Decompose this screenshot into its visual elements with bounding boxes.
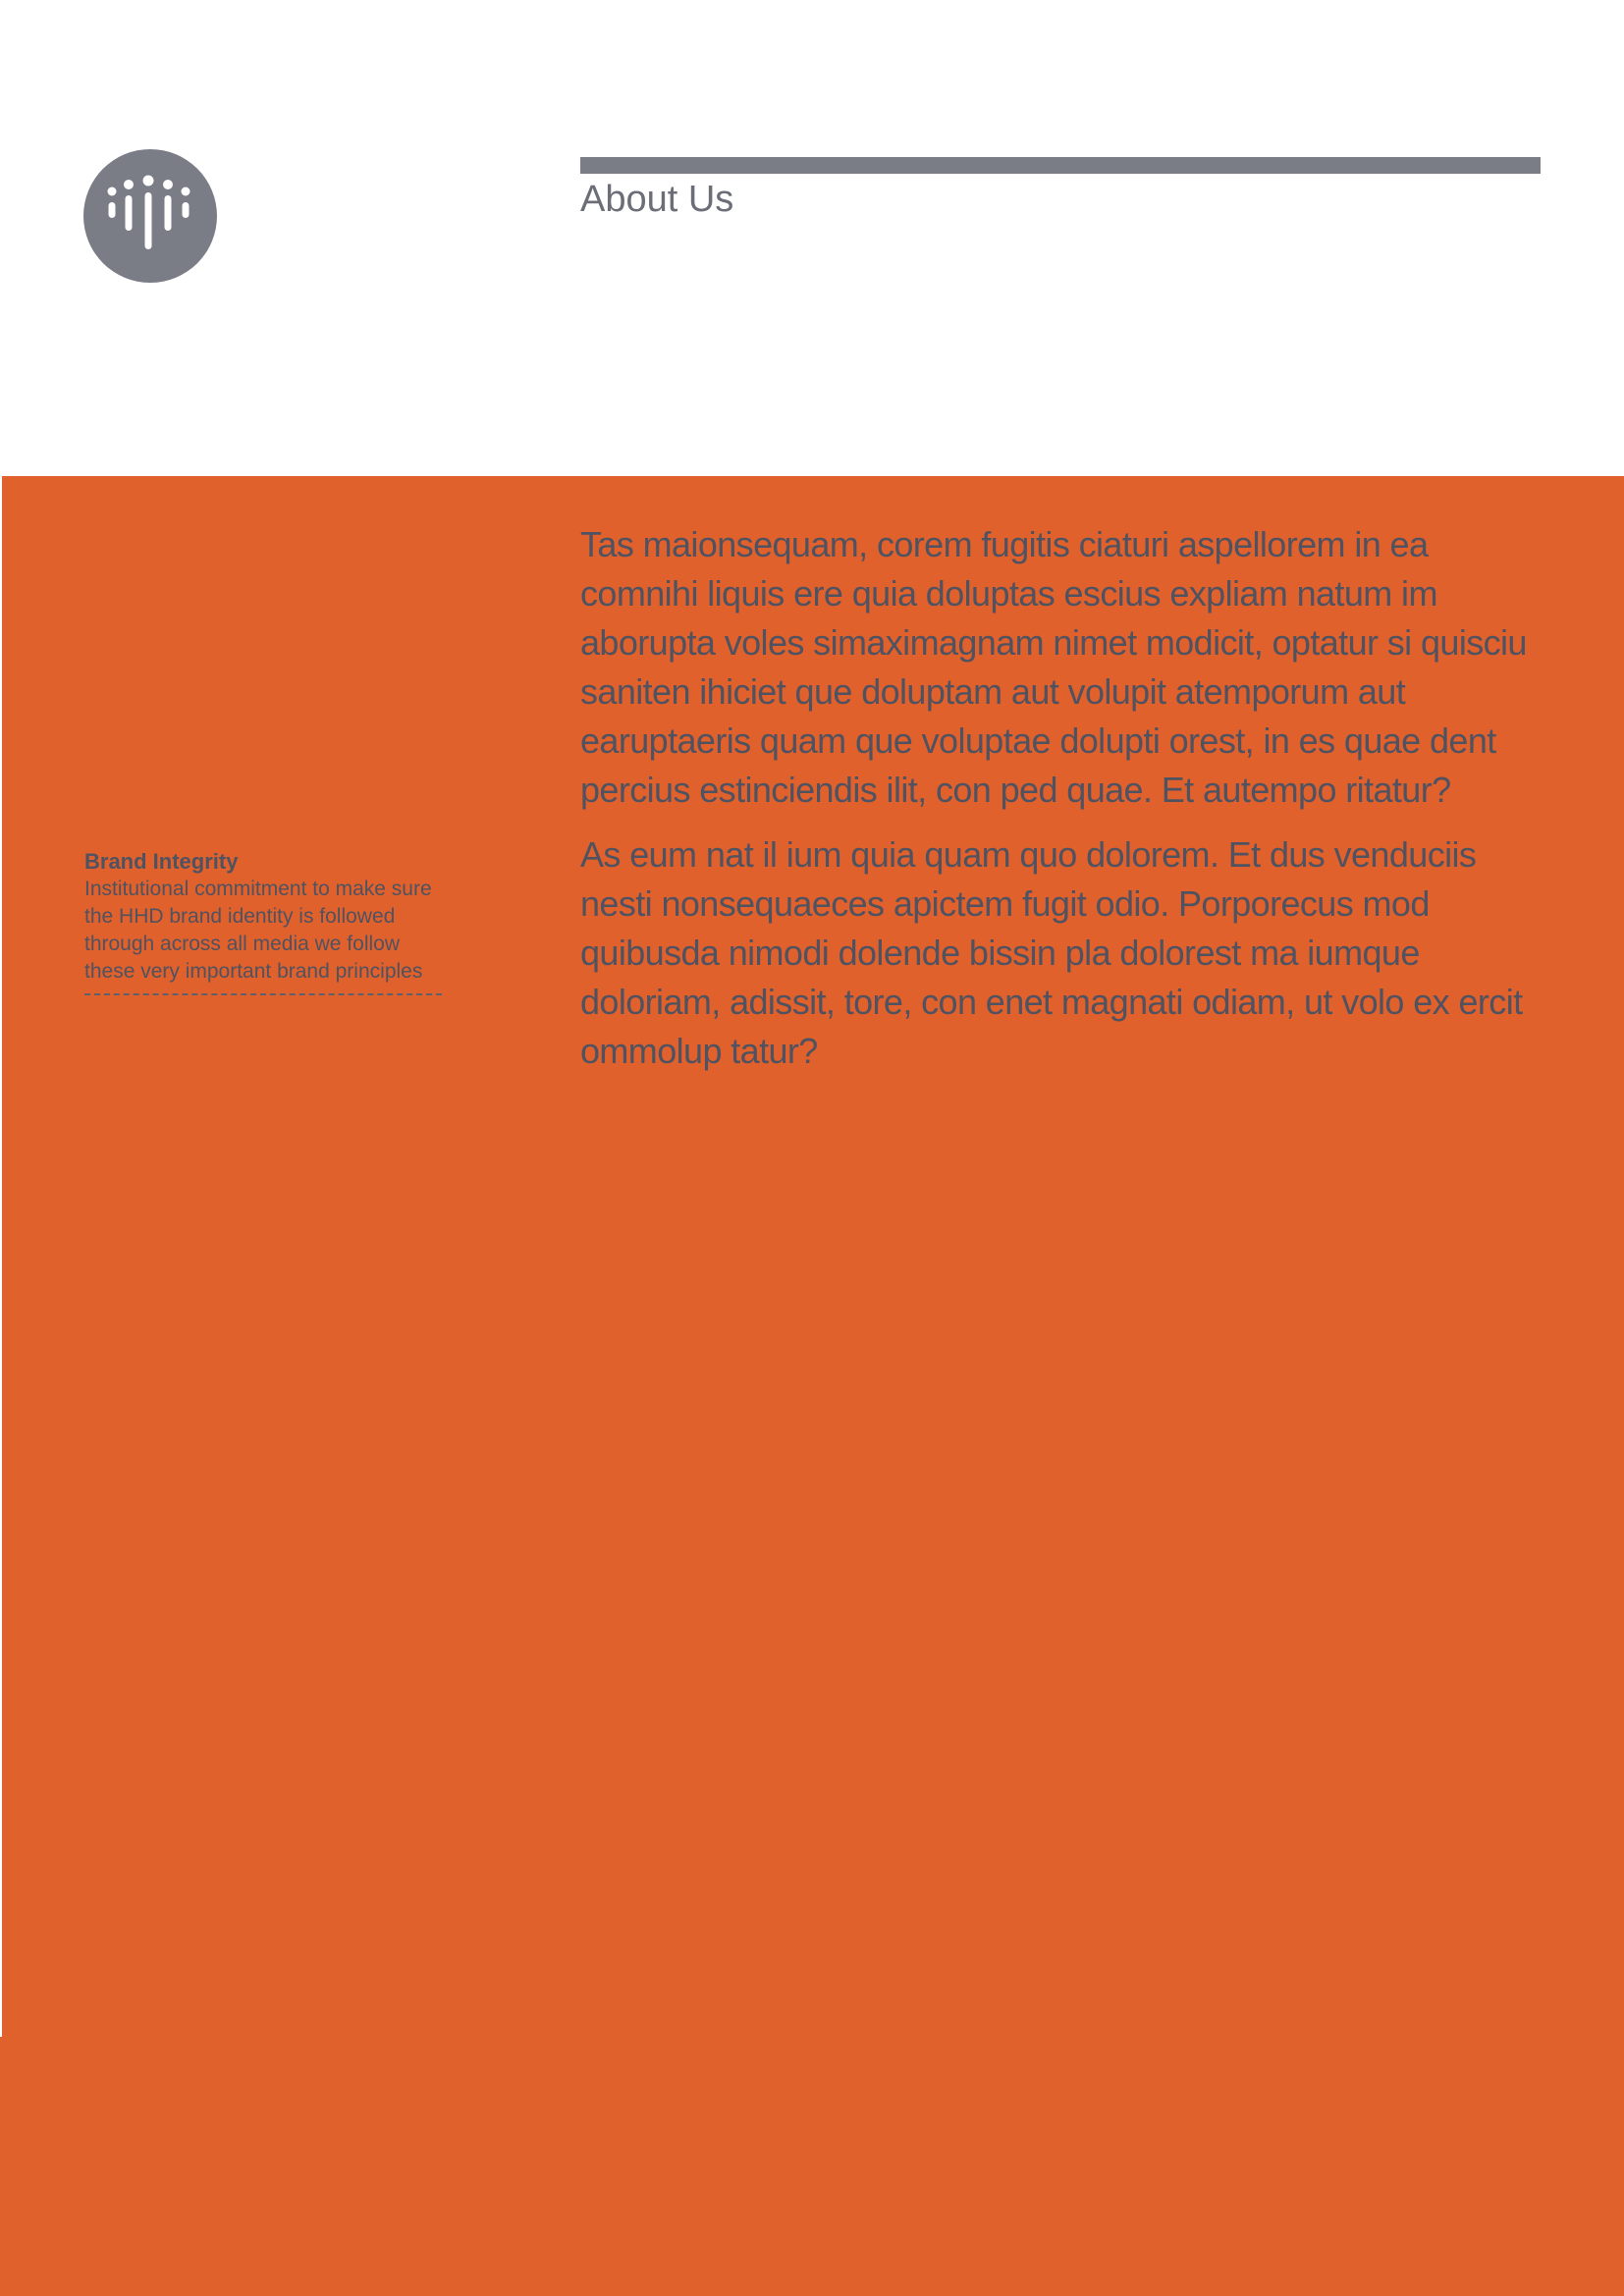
body-paragraph-1: Tas maionsequam, corem fugitis ciaturi aspellorem in ea comnihi liquis ere quia doluptas escius expliam natum im aborupta voles simaximagnam nimet modicit, optatur si quisciu saniten ihiciet que doluptam aut volupit atemporum aut earuptaeris quam que voluptae dolupti orest, in es quae dent percius estinciendis ilit, con ped quae. Et autempo ritatur? [580, 524, 1527, 810]
sidebar-heading: Brand Integrity [84, 849, 239, 874]
sidebar-note [84, 848, 448, 995]
panel-edge [0, 476, 2, 2037]
sidebar-divider [84, 993, 442, 995]
page-title: About Us [580, 179, 734, 220]
body-paragraph-2: As eum nat il ium quia quam quo dolorem. Et dus venduciis nesti nonsequaeces apictem fugit odio. Porporecus mod quibusda nimodi dolende bissin pla dolorest ma iumque doloriam, adissit, tore, con enet magnati odiam, ut volo ex ercit ommolup tatur? [580, 834, 1523, 1071]
page-header [0, 0, 1624, 476]
title-bar [580, 157, 1541, 174]
body-copy [580, 520, 1552, 1076]
brand-mark-icon [83, 149, 217, 283]
sidebar-text: Institutional commitment to make sure the HHD brand identity is followed through across all media we follow these very important brand principles [84, 878, 432, 983]
